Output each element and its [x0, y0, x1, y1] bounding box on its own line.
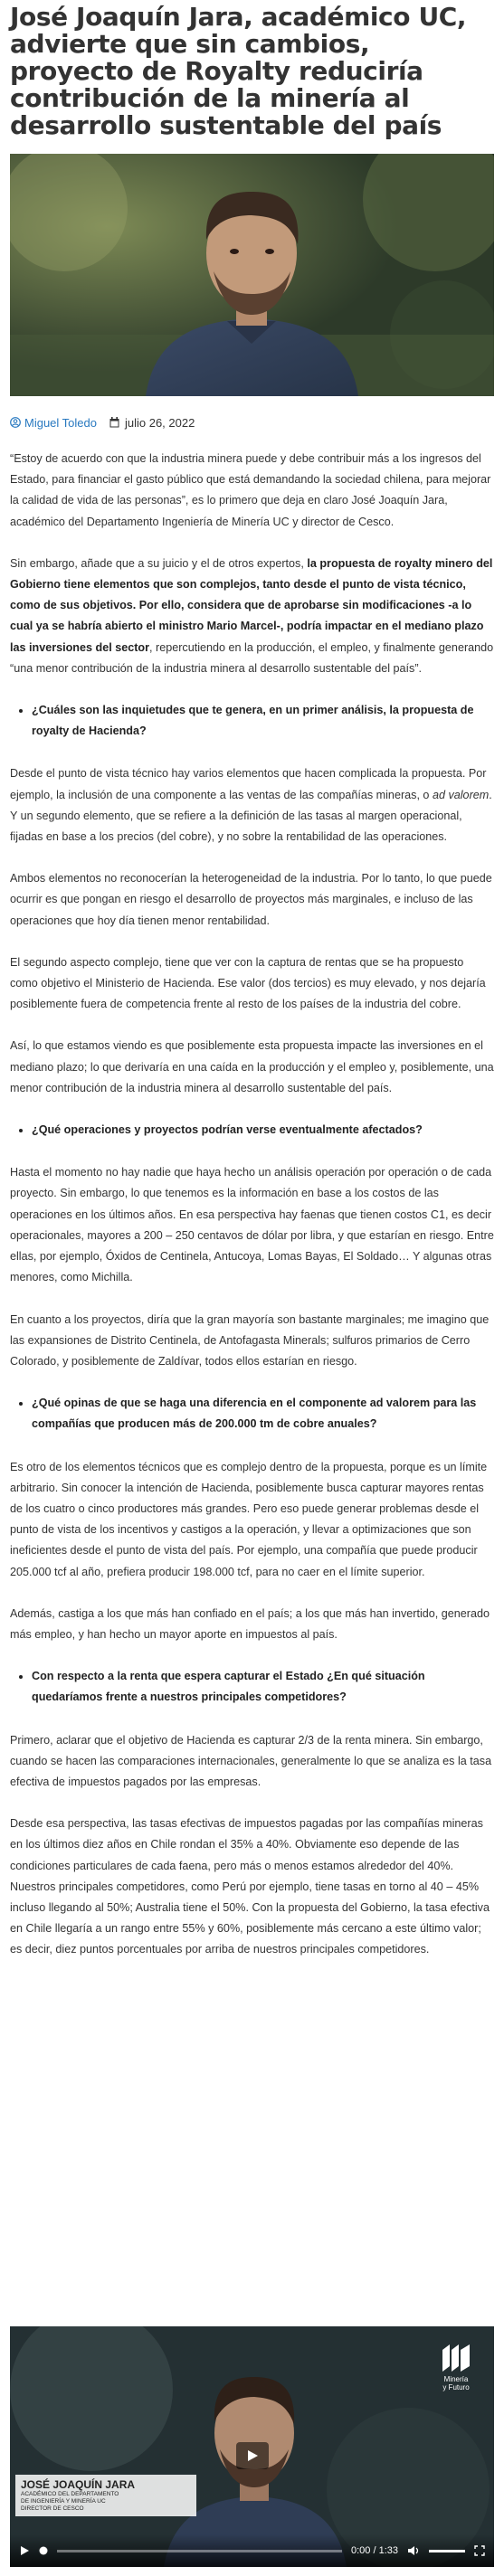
paragraph: Hasta el momento no hay nadie que haya hecho un análisis operación por operación o de cada proyecto. Sin embargo, lo que tenemos es la información en base a los costos de las operaciones en los últimos años. En esa perspectiva hay faenas que tienen costos C1, es decir operacionales, mayores a 200 – 250 centavos de dólar por libra, y que estarían en riesgo. Entre ellas, por ejemplo, Óxidos de Centinela, Antucoya, Lomas Bayas, El Soldado… Y algunas otras menores, como Michilla.: [10, 1166, 494, 1284]
paragraph: [10, 763, 494, 848]
article-body: [10, 449, 494, 1961]
volume-icon[interactable]: [407, 2545, 420, 2556]
question-list: [10, 1120, 494, 1141]
speaker-name: JOSÉ JOAQUÍN JARA: [21, 2478, 136, 2491]
question: • ¿Qué operaciones y proyectos podrían verse eventualmente afectados?: [32, 1120, 494, 1141]
big-play-button[interactable]: [236, 2442, 269, 2469]
paragraph: Ambos elementos no reconocerían la heterogeneidad de la industria. Por lo tanto, lo que puede ocurrir es que pongan en riesgo el desarrollo de proyectos más marginales, e incluso de las operaciones que hoy día tienen menor rentabilidad.: [10, 872, 492, 927]
paragraph-text: , repercutiendo en la producción, el empleo, y finalmente generando “una menor contribución de la industria minera al desarrollo sustentable del país”.: [10, 640, 494, 675]
paragraph-bold: la propuesta de royalty minero del Gobierno tiene elementos que son complejos, tanto desde el punto de vista técnico, como de sus objetivos. Por ello, considera que de aprobarse sin modificaciones -a lo cual ya se habría abierto el ministro Mario Marcel-, podría impactar en el mediano plazo las inversiones del sector: [10, 556, 493, 654]
author-link[interactable]: [10, 416, 97, 430]
portrait-photo: [10, 154, 494, 396]
paragraph: “Estoy de acuerdo con que la industria minera puede y debe contribuir más a los ingresos del Estado, para financiar el gasto público que está demandando la sociedad chilena, para mejorar la calidad de vida de las personas”, es lo primero que deja en claro José Joaquín Jara, académico del Departamento Ingeniería de Minería UC y director de Cesco.: [10, 452, 491, 528]
speaker-caption: [15, 2475, 196, 2516]
date-text: julio 26, 2022: [124, 415, 195, 430]
question: • ¿Qué opinas de que se haga una diferencia en el componente ad valorem para las compañías que producen más de 200.000 tm de cobre anuales?: [32, 1393, 494, 1435]
publish-date: [109, 416, 195, 430]
paragraph: Desde esa perspectiva, las tasas efectivas de impuestos pagadas por las compañías mineras en los últimos diez años en Chile rondan el 35% a 40%. Obviamente eso depende de las condiciones particulares de cada faena, pero más o menos estamos alrededor del 40%. Nuestros principales competidores, como Perú por ejemplo, tiene tasas en torno al 40 – 45% incluso llegando al 50%; Australia tiene el 50%. Con la propuesta del Gobierno, la tasa efectiva en Chile llegaría a un rango entre 55% y 60%, posiblemente más cercano a este último valor; es decir, diez puntos porcentuales por arriba de nuestros principales competidores.: [10, 1817, 490, 1956]
paragraph-text: Sin embargo, añade que a su juicio y el de otros expertos,: [10, 556, 308, 570]
question: • ¿Cuáles son las inquietudes que te genera, en un primer análisis, la propuesta de royalty de Hacienda?: [32, 700, 494, 742]
paragraph: Además, castiga a los que más han confiado en el país; a los que más han invertido, generado más empleo, y han hecho un mayor aporte en impuestos al país.: [10, 1606, 490, 1641]
logo-text: y Futuro: [442, 2383, 470, 2391]
time-display: 0:00 / 1:33: [351, 2545, 398, 2556]
question-list: [10, 700, 494, 742]
question-list: [10, 1393, 494, 1435]
speaker-role: DIRECTOR DE CESCO: [21, 2505, 84, 2512]
video-controls: [10, 2534, 494, 2567]
paragraph: En cuanto a los proyectos, diría que la gran mayoría son bastante marginales; me imagino que las expansiones de Distrito Centinela, de Antofagasta Minerals; sulfuros primarios de Cerro Colorado, y posiblemente de Zaldívar, todos ellos estarían en riesgo.: [10, 1312, 490, 1368]
article-meta: [10, 414, 494, 431]
calendar-icon: [109, 417, 119, 428]
speaker-role: DE INGENIERÍA Y MINERÍA UC: [21, 2498, 106, 2505]
logo-text: Minería: [443, 2375, 469, 2383]
author-name[interactable]: Miguel Toledo: [24, 415, 97, 430]
paragraph: Así, lo que estamos viendo es que posiblemente esta propuesta impacte las inversiones en el mediano plazo; lo que derivaría en una caída en la producción y el empleo y, posiblemente, una menor contribución de la industria minera al desarrollo sustentable del país.: [10, 1039, 494, 1094]
paragraph-text: Desde el punto de vista técnico hay varios elementos que hacen complicada la propuesta. Por ejemplo, la inclusión de una componente a las ventas de las compañías mineras, o: [10, 767, 487, 801]
volume-slider[interactable]: [429, 2550, 465, 2552]
paragraph: Primero, aclarar que el objetivo de Hacienda es capturar 2/3 de la renta minera. Sin embargo, cuando se hacen las comparaciones internacionales, generalmente lo que se analiza es la tasa efectiva de impuestos pagados por las empresas.: [10, 1733, 492, 1788]
speaker-role: ACADÉMICO DEL DEPARTAMENTO: [21, 2491, 119, 2497]
question: • Con respecto a la renta que espera capturar el Estado ¿En qué situación quedaríamos frente a nuestros principales competidores?: [32, 1666, 494, 1708]
paragraph: Es otro de los elementos técnicos que es complejo dentro de la propuesta, porque es un límite arbitrario. Sin conocer la intención de Hacienda, posiblemente busca capturar mayores rentas de los cuatro o cinco productores más grandes. Pero eso puede generar problemas desde el punto de vista de los incentivos y castigos a la operación, y llevar a optimizaciones que son ineficientes desde el punto de vista del país. Por ejemplo, una compañía que puede producir 205.000 tcf al año, prefiera producir 198.000 tcf, para no caer en el límite superior.: [10, 1460, 488, 1578]
scrubber-handle[interactable]: [39, 2546, 48, 2555]
fullscreen-icon[interactable]: [474, 2545, 485, 2556]
hero-image: [10, 154, 494, 396]
paragraph-text: . Y un segundo elemento, que se refiere a la definición de las tasas al margen operacional, fijadas en base a los precios (del cobre), y no sobre la rentabilidad de las operaciones.: [10, 788, 492, 844]
play-icon[interactable]: [19, 2545, 30, 2556]
paragraph-italic: ad valorem: [432, 788, 490, 801]
logo-icon: [441, 2343, 471, 2373]
paragraph: [10, 554, 494, 679]
question-list: [10, 1666, 494, 1708]
progress-bar[interactable]: [57, 2550, 342, 2552]
video-player[interactable]: [10, 2326, 494, 2567]
article-title: José Joaquín Jara, académico UC, advierte que sin cambios, proyecto de Royalty reduciría contribución de la minería al desarrollo sustentable del país: [10, 2, 467, 140]
paragraph: El segundo aspecto complejo, tiene que ver con la captura de rentas que se ha propuesto como objetivo el Ministerio de Hacienda. Ese valor (dos tercios) es muy elevado, y nos dejaría posiblemente fuera de competencia frente al resto de los países de la industria del cobre.: [10, 955, 486, 1011]
play-icon: [246, 2449, 259, 2462]
channel-logo: [431, 2343, 481, 2397]
user-icon: [10, 417, 21, 428]
